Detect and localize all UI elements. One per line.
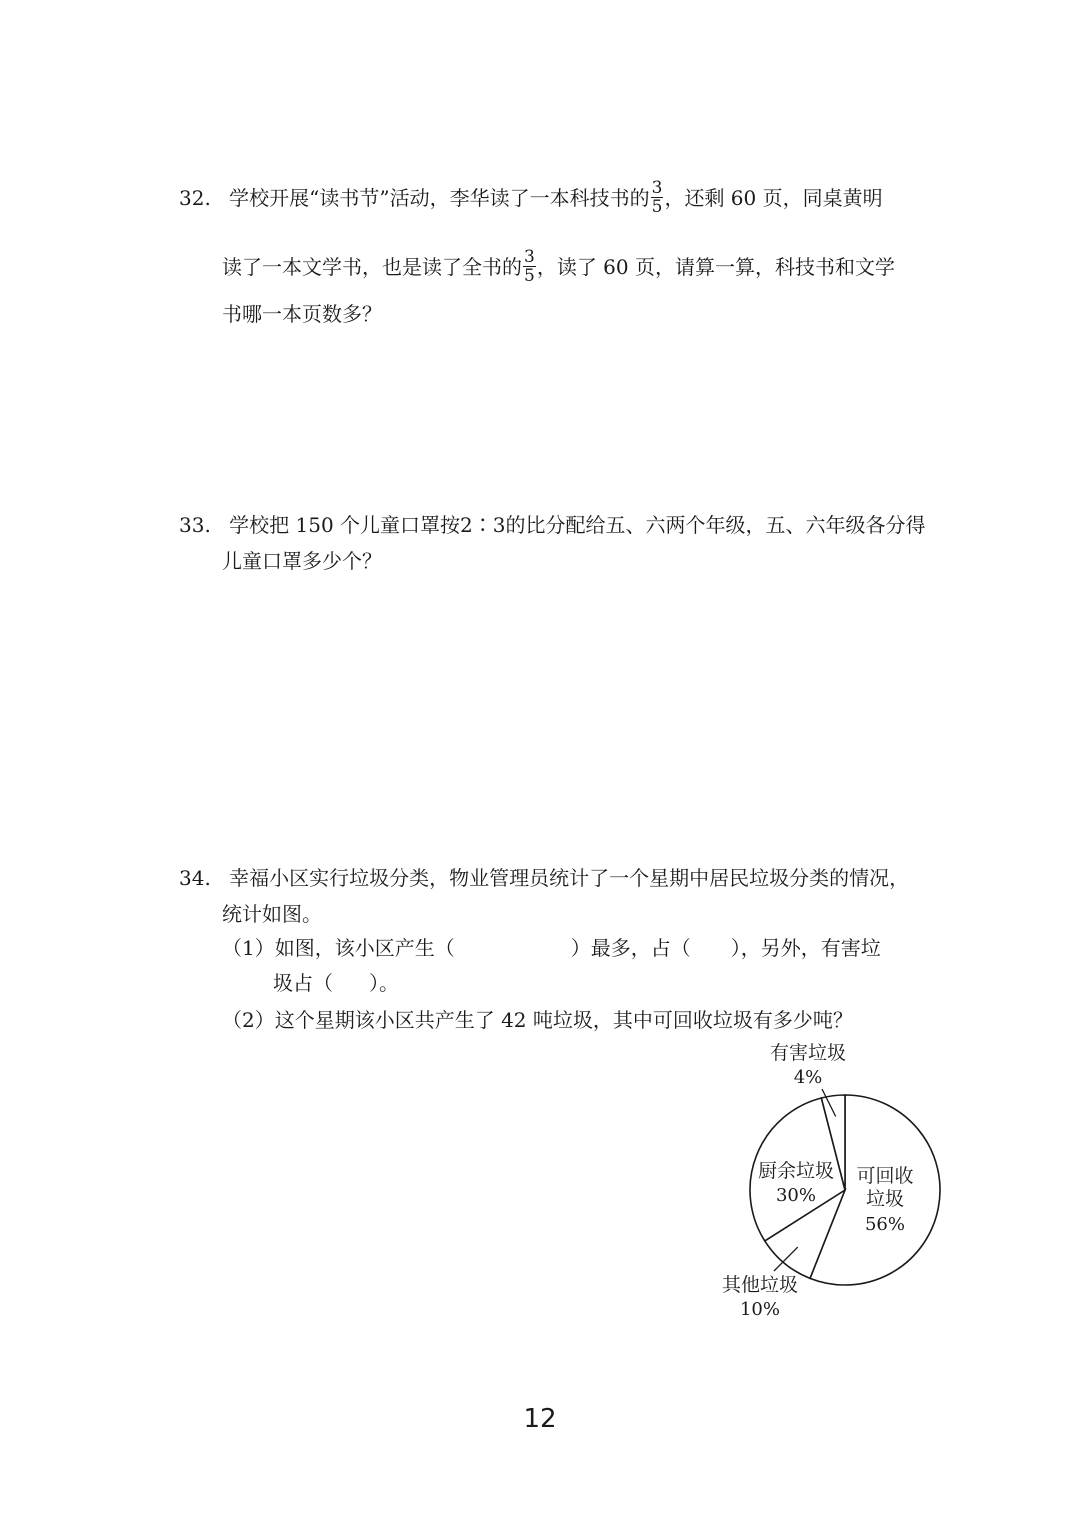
q32-text-2a: 读了一本文学书，也是读了全书的 (222, 255, 522, 279)
q33-line-2: 儿童口罩多少个？ (222, 549, 382, 573)
q34-part-1-text-e: ）。 (369, 971, 399, 995)
pie-label-0-line-1: 垃圾 (865, 1188, 905, 1210)
q33-number: 33. (179, 513, 211, 537)
q32-number: 32. (179, 186, 211, 210)
q32-fraction-2-denominator: 5 (524, 266, 535, 286)
pie-label-2-line-0: 厨余垃圾 (757, 1160, 835, 1182)
q34-part-1-text-a: （1）如图，该小区产生（ (222, 936, 455, 960)
q34-text-1: 幸福小区实行垃圾分类，物业管理员统计了一个星期中居民垃圾分类的情况， (229, 866, 910, 890)
pie-percent-3: 4% (793, 1067, 823, 1088)
q32-fraction-1-denominator: 5 (651, 197, 663, 217)
q34-part-2: （2）这个星期该小区共产生了 42 吨垃圾，其中可回收垃圾有多少吨？ (222, 1008, 853, 1032)
q32-line-3: 书哪一本页数多？ (222, 302, 382, 326)
q34-line-2: 统计如图。 (222, 902, 322, 926)
q34-line-1 (179, 866, 909, 890)
q33-line-1 (179, 513, 926, 537)
q32-fraction-2-numerator: 3 (524, 247, 535, 267)
pie-percent-2: 30% (775, 1185, 817, 1206)
pie-label-3-line-0: 有害垃圾 (769, 1042, 847, 1064)
q34-part-1-text-c: ），另外，有害垃 (730, 936, 881, 960)
q32-line-2 (222, 247, 895, 287)
pie-percent-0: 56% (864, 1214, 906, 1235)
q32-line-1 (179, 178, 883, 218)
q32-fraction-2 (523, 248, 536, 285)
q34-part-1-text-d: 圾占（ (273, 971, 333, 995)
page-number: 12 (523, 1404, 557, 1434)
q33-text-1: 学校把 150 个儿童口罩按2∶3的比分配给五、六两个年级，五、六年级各分得 (229, 513, 926, 537)
q32-fraction-1-numerator: 3 (651, 178, 663, 198)
q34-number: 34. (179, 866, 211, 890)
waste-pie-chart (700, 1035, 960, 1325)
pie-label-1-line-0: 其他垃圾 (721, 1274, 799, 1296)
q34-part-1-line-1 (222, 936, 881, 960)
q32-text-2b: ，读了 60 页，请算一算，科技书和文学 (536, 255, 895, 279)
q32-fraction-1 (651, 179, 664, 216)
q32-text-1b: ，还剩 60 页，同桌黄明 (664, 186, 883, 210)
q32-text-1a: 学校开展“读书节”活动，李华读了一本科技书的 (229, 186, 650, 210)
pie-percent-1: 10% (739, 1299, 781, 1320)
pie-label-0-line-0: 可回收 (856, 1165, 914, 1187)
q34-part-1-line-2 (273, 971, 399, 995)
q34-part-1-text-b: ）最多，占（ (570, 936, 691, 960)
